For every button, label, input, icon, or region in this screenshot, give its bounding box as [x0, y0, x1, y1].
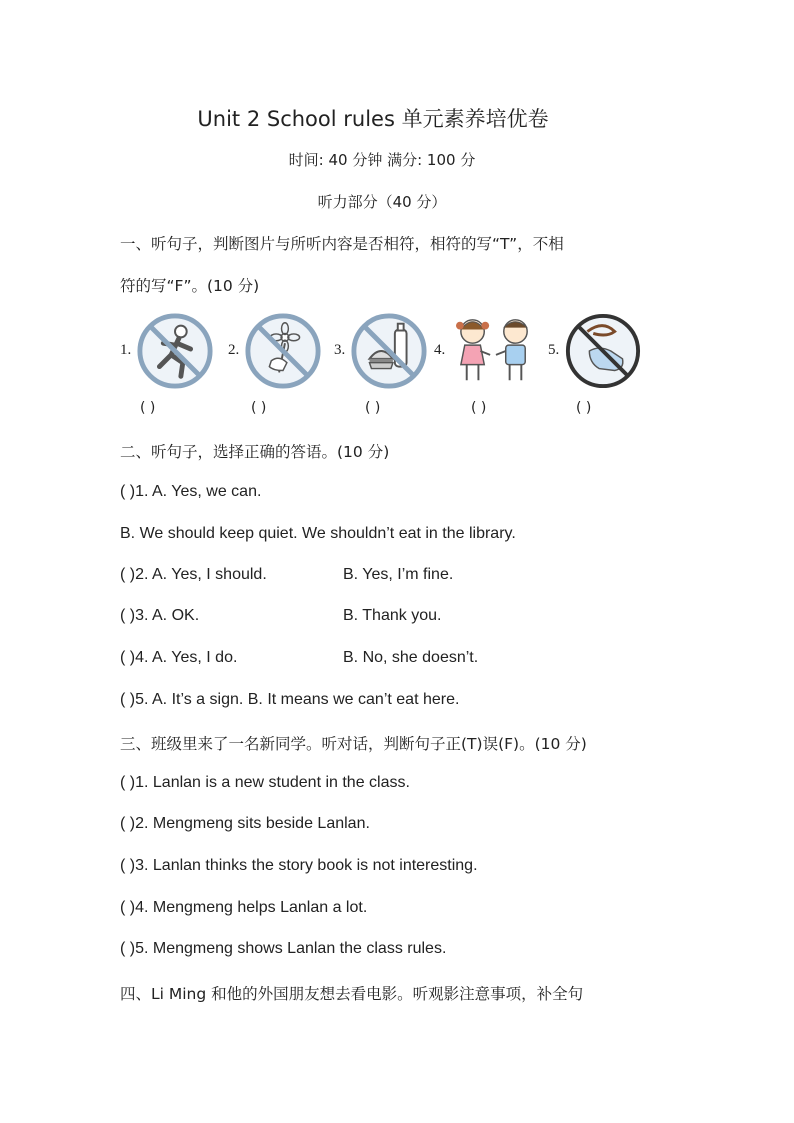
s2-question-4-b: B. No, she doesn’t. — [343, 649, 479, 666]
section-1-heading-line2: 符的写“F”。(10 分) — [120, 277, 260, 295]
s3-item-2: ( )2. Mengmeng sits beside Lanlan. — [120, 815, 370, 832]
no-running-icon — [136, 312, 214, 390]
picture-label-5: 5. — [548, 342, 560, 358]
picture-label-4: 4. — [434, 342, 446, 358]
s2-question-3-b: B. Thank you. — [343, 607, 442, 624]
s2-question-1-b: B. We should keep quiet. We shouldn’t eat in the library. — [120, 525, 516, 542]
s2-question-2-a: ( )2. A. Yes, I should. — [120, 566, 267, 583]
s2-question-1-a: ( )1. A. Yes, we can. — [120, 483, 262, 500]
section-1-pictures — [120, 312, 660, 392]
part-heading: 听力部分（40 分） — [317, 193, 447, 211]
s3-item-5: ( )5. Mengmeng shows Lanlan the class rules. — [120, 940, 447, 957]
answer-slot-3[interactable]: ( ) — [365, 400, 381, 416]
answer-slot-2[interactable]: ( ) — [251, 400, 267, 416]
picture-label-3: 3. — [334, 342, 346, 358]
picture-label-1: 1. — [120, 342, 132, 358]
picture-label-2: 2. — [228, 342, 240, 358]
s3-item-1: ( )1. Lanlan is a new student in the class. — [120, 774, 410, 791]
s3-item-3: ( )3. Lanlan thinks the story book is not interesting. — [120, 857, 478, 874]
s2-question-3-a: ( )3. A. OK. — [120, 607, 200, 624]
s2-question-4-a: ( )4. A. Yes, I do. — [120, 649, 238, 666]
no-picking-flowers-icon — [244, 312, 322, 390]
no-touching-icon — [564, 312, 642, 390]
answer-slot-5[interactable]: ( ) — [576, 400, 592, 416]
section-3-heading: 三、班级里来了一名新同学。听对话，判断句子正(T)误(F)。(10 分) — [120, 735, 587, 753]
section-1-heading-line1: 一、听句子，判断图片与所听内容是否相符，相符的写“T”，不相 — [120, 235, 564, 253]
s2-question-5: ( )5. A. It’s a sign. B. It means we can’t eat here. — [120, 691, 460, 708]
section-2-heading: 二、听句子，选择正确的答语。(10 分) — [120, 443, 390, 461]
answer-slot-1[interactable]: ( ) — [140, 400, 156, 416]
exam-meta: 时间: 40 分钟 满分: 100 分 — [288, 151, 476, 169]
no-eating-drinking-icon — [350, 312, 428, 390]
page-title: Unit 2 School rules 单元素养培优卷 — [197, 107, 549, 131]
section-4-heading: 四、Li Ming 和他的外国朋友想去看电影。听观影注意事项，补全句 — [120, 985, 584, 1003]
answer-slot-4[interactable]: ( ) — [471, 400, 487, 416]
children-greeting-icon — [450, 312, 540, 390]
s2-question-2-b: B. Yes, I’m fine. — [343, 566, 454, 583]
s3-item-4: ( )4. Mengmeng helps Lanlan a lot. — [120, 899, 368, 916]
